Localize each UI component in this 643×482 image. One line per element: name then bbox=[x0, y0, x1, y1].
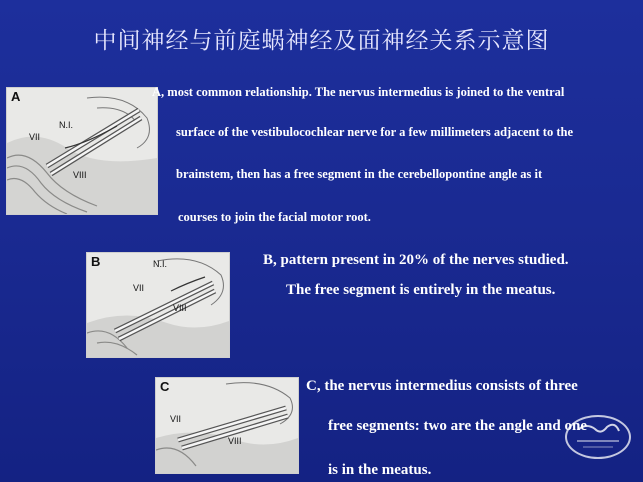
figure-panel-b bbox=[86, 252, 230, 358]
panel-b-label-ni: N.I. bbox=[153, 259, 168, 269]
figure-panel-a bbox=[6, 87, 158, 215]
panel-b-text-line-2: The free segment is entirely in the meatus. bbox=[286, 282, 556, 298]
panel-b-label-viii: VIII bbox=[173, 303, 187, 313]
panel-c-text-line-1: C, the nervus intermedius consists of three bbox=[306, 378, 578, 394]
panel-a-text-line-2: surface of the vestibulocochlear nerve for a few millimeters adjacent to the bbox=[176, 125, 573, 139]
slide-title: 中间神经与前庭蜗神经及面神经关系示意图 bbox=[93, 28, 550, 54]
panel-a-label-viii: VIII bbox=[73, 170, 87, 180]
panel-c-letter: C bbox=[160, 379, 170, 394]
panel-a-letter: A bbox=[11, 89, 21, 104]
panel-c-text-line-2: free segments: two are the angle and one bbox=[328, 418, 587, 434]
panel-c-label-vii: VII bbox=[170, 414, 182, 424]
panel-a-text-line-4: courses to join the facial motor root. bbox=[178, 210, 371, 224]
panel-a-label-ni: N.I. bbox=[59, 120, 74, 130]
panel-a-text-line-1: A, most common relationship. The nervus intermedius is joined to the ventral bbox=[152, 85, 565, 99]
panel-a-label-vii: VII bbox=[29, 132, 41, 142]
figure-panel-c bbox=[155, 377, 299, 474]
panel-b-letter: B bbox=[91, 254, 101, 269]
panel-b-label-vii: VII bbox=[133, 283, 145, 293]
panel-c-text-line-3: is in the meatus. bbox=[328, 462, 432, 478]
watermark-logo-icon bbox=[565, 415, 631, 459]
panel-a-text-line-3: brainstem, then has a free segment in the cerebellopontine angle as it bbox=[176, 167, 543, 181]
panel-b-text-line-1: B, pattern present in 20% of the nerves studied. bbox=[263, 252, 569, 268]
panel-c-label-viii: VIII bbox=[228, 436, 242, 446]
